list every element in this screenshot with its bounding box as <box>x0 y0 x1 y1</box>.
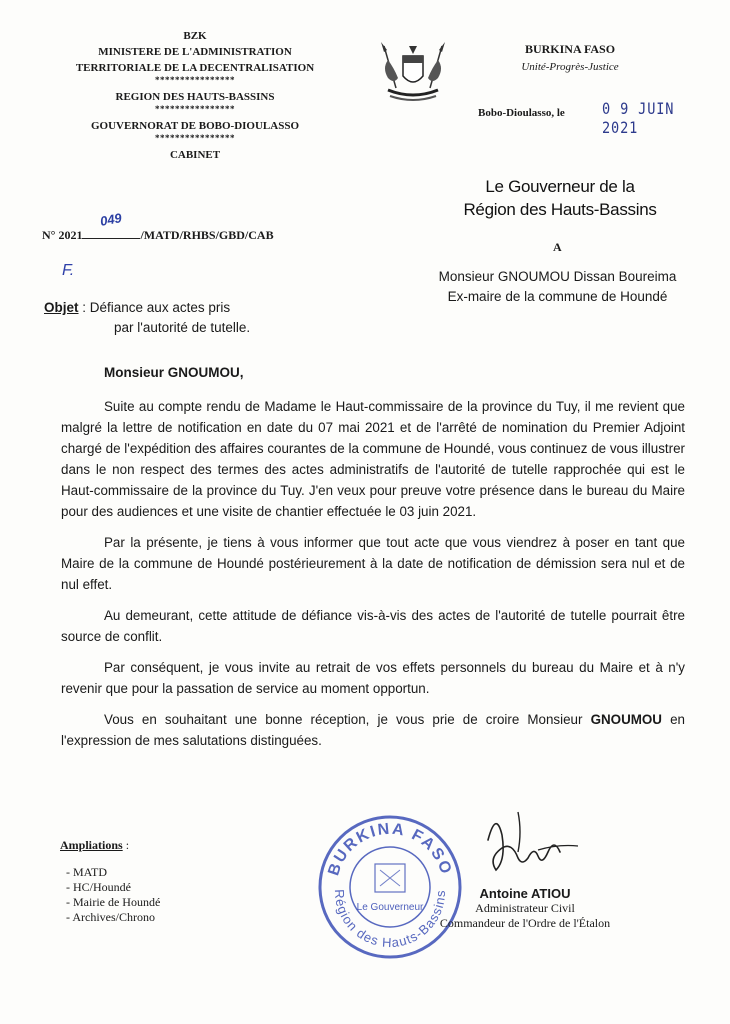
ministry-line1: MINISTERE DE L'ADMINISTRATION <box>98 46 292 58</box>
separator-stars: **************** <box>155 104 235 114</box>
closing-end: en l'expression de mes salutations distinguées. <box>61 712 685 748</box>
closing-name: GNOUMOU <box>590 712 662 727</box>
svg-text:Le Gouverneur: Le Gouverneur <box>356 902 424 913</box>
signer-honor: Commandeur de l'Ordre de l'Étalon <box>439 916 611 930</box>
signer-title: Administrateur Civil <box>475 901 575 915</box>
letter-body <box>61 396 685 761</box>
country-header <box>470 42 670 73</box>
recipient-a-label: A <box>553 240 562 254</box>
distribution-item: - HC/Houndé <box>66 880 131 894</box>
separator-stars: **************** <box>155 133 235 143</box>
signer-name: Antoine ATIOU <box>479 886 571 901</box>
salutation: Monsieur GNOUMOU, <box>104 365 244 380</box>
handwritten-initials: F. <box>62 262 75 279</box>
separator-stars: **************** <box>155 75 235 85</box>
date-stamp: 0 9 JUIN 2021 <box>602 99 675 137</box>
cabinet-label: CABINET <box>169 149 221 161</box>
subject-line1: : Défiance aux actes pris <box>78 300 231 315</box>
distribution-title: Ampliations <box>60 838 123 852</box>
national-motto: Unité-Progrès-Justice <box>521 61 619 73</box>
coat-of-arms-icon <box>376 38 450 108</box>
distribution-colon: : <box>122 838 130 852</box>
recipient-title: Ex-maire de la commune de Houndé <box>447 289 668 304</box>
paragraph: Par conséquent, je vous invite au retrait de vos effets personnels du bureau du Maire et à n'y revenir que pour la passation de service au moment opportun. <box>61 660 685 696</box>
reference-blank <box>82 210 140 239</box>
subject-label: Objet <box>44 300 79 315</box>
governorate-name: GOUVERNORAT DE BOBO-DIOULASSO <box>90 120 300 132</box>
paragraph: Au demeurant, cette attitude de défiance vis-à-vis des actes de l'autorité de tutelle pourrait être source de conflit. <box>61 608 685 644</box>
distribution-list <box>60 838 160 925</box>
region-name: REGION DES HAUTS-BASSINS <box>115 91 275 103</box>
closing-paragraph <box>61 709 685 751</box>
closing-start: Vous en souhaitant une bonne réception, je vous prie de croire Monsieur <box>104 712 591 727</box>
country-name: BURKINA FASO <box>524 42 616 56</box>
svg-text:BURKINA FASO: BURKINA FASO <box>325 820 455 878</box>
svg-text:Région des Hauts-Bassins: Région des Hauts-Bassins <box>331 888 449 951</box>
subject-block <box>44 298 250 338</box>
sender-block <box>440 175 680 221</box>
reference-suffix: /MATD/RHBS/GBD/CAB <box>140 228 274 242</box>
recipient-block <box>400 267 715 307</box>
distribution-item: - MATD <box>66 865 107 879</box>
issuer-code: BZK <box>183 30 207 42</box>
reference-number <box>42 210 274 243</box>
paragraph: Suite au compte rendu de Madame le Haut-commissaire de la province du Tuy, il me revient que malgré la lettre de notification en date du 07 mai 2021 et de l'arrêté de nomination du Premier Adjoint chargé de l'expédition des affaires courantes de la commune de Houndé, vous continuez de vous illustrer dans le non respect des termes des actes administratifs de l'autorité de tutelle rapprochée qui est le Haut-commissaire de la province du Tuy. J'en veux pour preuve votre présence dans le bureau du Maire pour des audiences et une visite de chantier effectuée le 03 juin 2021. <box>61 399 685 519</box>
distribution-item: - Mairie de Houndé <box>66 895 161 909</box>
subject-line2: par l'autorité de tutelle. <box>114 320 251 335</box>
reference-prefix: N° 2021 <box>42 228 83 242</box>
signer-block <box>420 886 630 931</box>
distribution-item: - Archives/Chrono <box>66 910 155 924</box>
issuer-header <box>30 28 360 163</box>
ministry-line2: TERRITORIALE DE LA DECENTRALISATION <box>75 62 315 74</box>
recipient-name: Monsieur GNOUMOU Dissan Boureima <box>438 269 677 284</box>
sender-line2: Région des Hauts-Bassins <box>463 200 657 219</box>
sender-line1: Le Gouverneur de la <box>485 177 635 196</box>
place-label: Bobo-Dioulasso, le <box>478 107 565 119</box>
paragraph: Par la présente, je tiens à vous informer que tout acte que vous viendrez à poser en tant que Maire de la commune de Houndé postérieurement à la date de notification de démission sera nul et de nul effet. <box>61 535 685 592</box>
reference-handwritten-number: 049 <box>99 210 124 229</box>
handwritten-signature <box>478 800 588 880</box>
